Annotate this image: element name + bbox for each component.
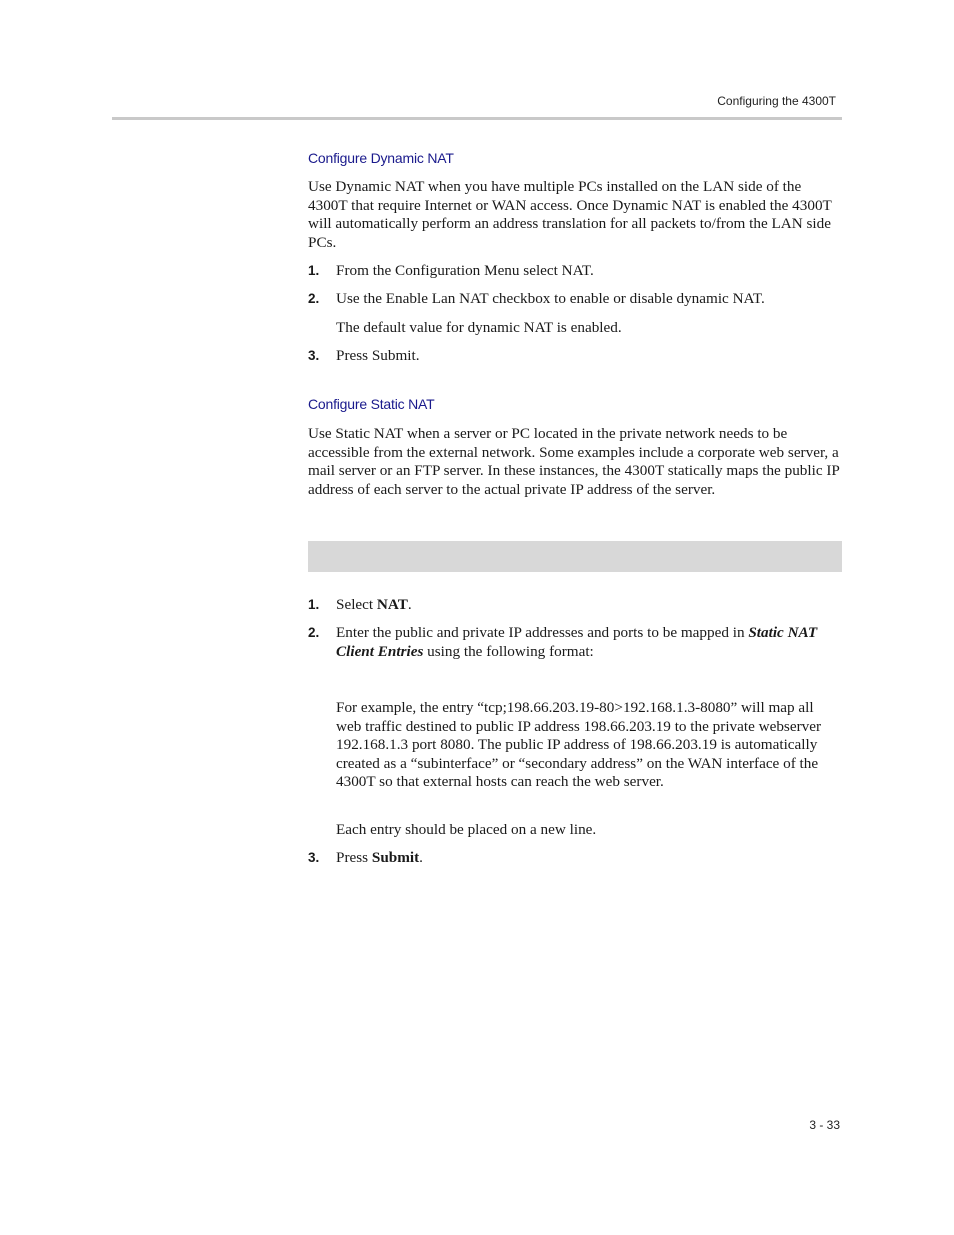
dynamic-nat-default-note: The default value for dynamic NAT is enabled. <box>336 319 622 336</box>
step-text: Press Submit. <box>336 347 420 364</box>
step-text-bold: Submit <box>371 849 420 866</box>
step-number: 2. <box>308 625 320 640</box>
step-number: 3. <box>308 348 320 363</box>
step-text-suffix: . <box>419 849 423 866</box>
page-number: 3 - 33 <box>809 1118 840 1132</box>
step-text-suffix: using the following format: <box>423 642 594 660</box>
dynamic-nat-intro: Use Dynamic NAT when you have multiple PCs installed on the LAN side of the 4300T that require Internet or WAN access. Once Dynamic NAT is enabled the 4300T will automatically perform an address translation for all packets to/from the LAN side PCs. <box>308 178 832 251</box>
running-header: Configuring the 4300T <box>717 94 836 108</box>
step-text-suffix: . <box>407 596 412 613</box>
static-nat-example: For example, the entry “tcp;198.66.203.19-80>192.168.1.3-8080” will map all web traffic destined to public IP address 198.66.203.19 to the private webserver 192.168.1.3 port 8080. The public IP address of 198.66.203.19 is automatically created as a “subinterface” or “secondary address” on the WAN interface of the 4300T so that external hosts can reach the web server. <box>336 699 822 790</box>
step-text-prefix: Press <box>336 849 372 866</box>
step-text <box>336 849 842 868</box>
static-nat-intro: Use Static NAT when a server or PC located in the private network needs to be accessible from the external network. Some examples include a corporate web server, a mail server or an FTP server. In these instances, the 4300T statically maps the public IP address of each server to the actual private IP address of the server. <box>308 425 840 498</box>
step-text-bold-italic: Static NAT Client Entries <box>336 624 818 660</box>
step-number: 2. <box>308 291 320 306</box>
step-text <box>336 624 842 661</box>
step-number: 3. <box>308 850 320 865</box>
header-rule <box>112 117 842 120</box>
section-heading-static-nat: Configure Static NAT <box>308 396 435 412</box>
step-text-prefix: Enter the public and private IP addresses and ports to be mapped in <box>336 624 749 641</box>
step-text: Use the Enable Lan NAT checkbox to enable or disable dynamic NAT. <box>336 290 765 307</box>
step-text-prefix: Select <box>336 596 377 613</box>
step-number: 1. <box>308 263 320 278</box>
shaded-bar <box>308 541 842 572</box>
step-text-bold: NAT <box>376 596 408 613</box>
section-heading-dynamic-nat: Configure Dynamic NAT <box>308 150 454 166</box>
static-nat-each-entry-note: Each entry should be placed on a new line. <box>336 821 597 838</box>
step-text <box>336 596 842 615</box>
step-number: 1. <box>308 597 320 612</box>
step-text: From the Configuration Menu select NAT. <box>336 262 594 279</box>
